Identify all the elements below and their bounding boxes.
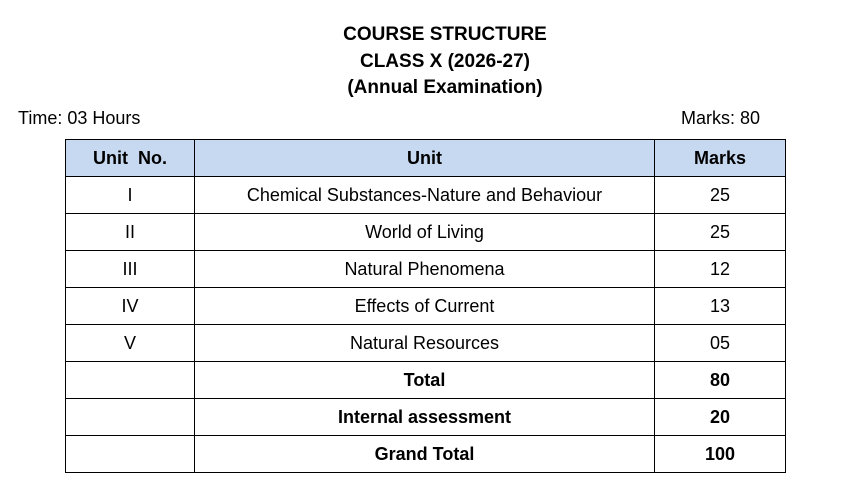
table-row [66,214,786,251]
table-row [66,325,786,362]
course-structure-table [65,139,786,473]
unit-name-cell: Natural Resources [195,325,655,362]
total-label: Total [195,362,655,399]
empty-cell [66,436,195,473]
document-title [0,22,847,102]
unit-name-cell: Effects of Current [195,288,655,325]
internal-assessment-marks: 20 [655,399,786,436]
marks-label: Marks: 80 [681,108,761,128]
unit-marks-cell: 13 [655,288,786,325]
title-class: CLASS X (2026-27) [359,50,530,72]
internal-assessment-label: Internal assessment [195,399,655,436]
grand-total-label: Grand Total [195,436,655,473]
unit-no-cell: IV [66,288,195,325]
total-row [66,362,786,399]
time-label: Time: 03 Hours [18,108,141,128]
unit-marks-cell: 25 [655,177,786,214]
unit-marks-cell: 25 [655,214,786,251]
grand-total-marks: 100 [655,436,786,473]
grand-total-row [66,436,786,473]
table-header-row [66,140,786,177]
table-row [66,288,786,325]
column-header-unit-no: Unit No. [66,140,195,177]
unit-no-cell: I [66,177,195,214]
unit-marks-cell: 12 [655,251,786,288]
unit-no-cell: II [66,214,195,251]
unit-name-cell: World of Living [195,214,655,251]
unit-no-cell: V [66,325,195,362]
total-marks: 80 [655,362,786,399]
empty-cell [66,399,195,436]
title-exam-type: (Annual Examination) [347,77,543,98]
unit-name-cell: Chemical Substances-Nature and Behaviour [195,177,655,214]
unit-marks-cell: 05 [655,325,786,362]
column-header-marks: Marks [655,140,786,177]
title-course-structure: COURSE STRUCTURE [343,24,547,45]
column-header-unit: Unit [195,140,655,177]
table-row [66,177,786,214]
unit-name-cell: Natural Phenomena [195,251,655,288]
internal-assessment-row [66,399,786,436]
unit-no-cell: III [66,251,195,288]
table-row [66,251,786,288]
empty-cell [66,362,195,399]
